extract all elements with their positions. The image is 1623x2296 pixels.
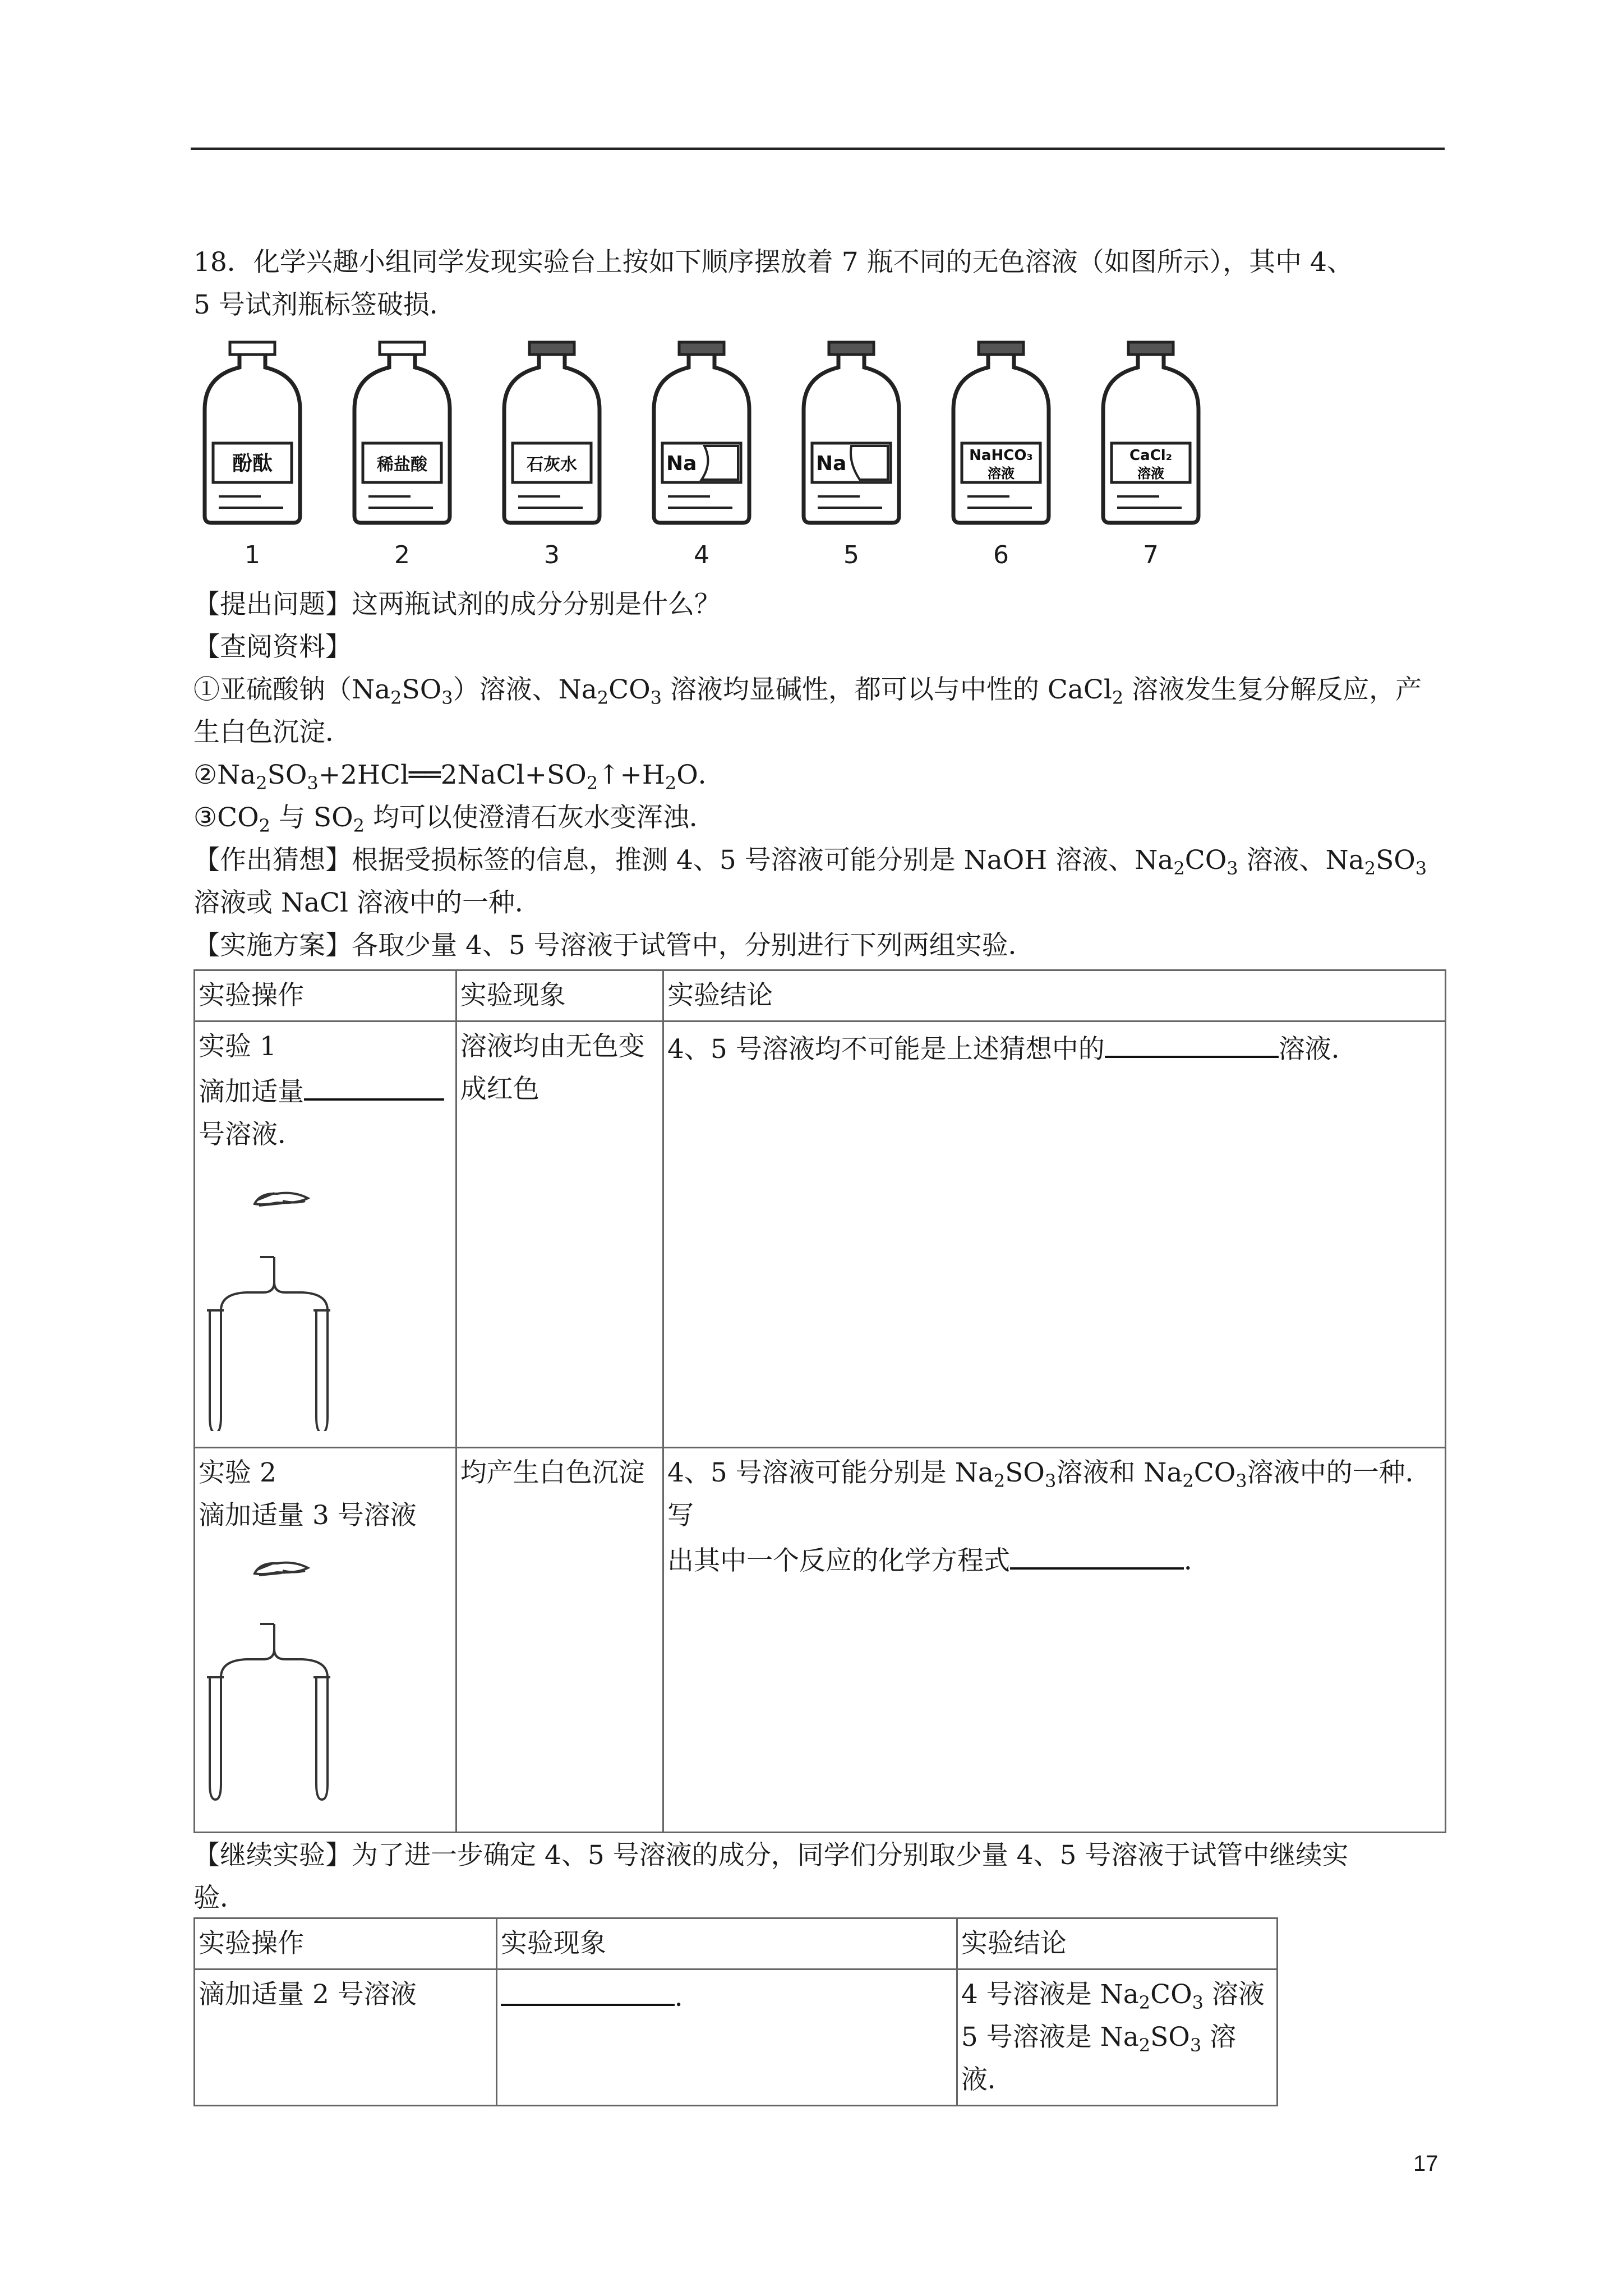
research-heading: 【查阅资料】 [193,632,352,662]
bottle-3 [499,337,605,569]
research-item-1: ①亚硫酸钠$(Na_2SO_3)$溶液、$Na_2CO_3$ 溶液均显碱性，都可以与中性的 CaCl$_2$ 溶液发生复分解反应，产 [193,674,1422,708]
answer-blank-4[interactable] [501,1973,675,2006]
table-header-row [195,970,1446,1022]
header-operation: 实验操作 [195,970,457,1022]
bottle-icon [648,337,755,527]
bottle-label: NaHCO₃ [969,447,1033,464]
bottle-label: 石灰水 [527,455,577,475]
table-row [195,1970,1278,2106]
bottle-icon [199,337,306,527]
answer-blank-1[interactable] [304,1068,444,1101]
continue-line-1: 【继续实验】为了进一步确定 4、5 号溶液的成分，同学们分别取少量 4、5 号溶液于试管中继续实 [193,1840,1349,1871]
research-item-3: $③CO_2$ 与 $SO_2$ 均可以使澄清石灰水变浑浊． [193,802,716,836]
bottle-4 [648,337,755,569]
bottle-label-sub: 溶液 [988,466,1015,481]
bottle-number: 4 [694,541,709,569]
continue-line-2: 验． [193,1883,246,1913]
bottle-number: 1 [245,541,260,569]
row2-conclusion: 4、5 号溶液可能分别是 $Na_2SO_3$溶液和 $Na_2CO_3$溶液中的一种．写 出其中一个反应的化学方程式 ． [663,1448,1446,1833]
experiment-table-2 [193,1917,1278,2106]
dropper-test-tubes-icon [199,1543,344,1812]
t2-conclusion: 4 号溶液是 $Na_2CO_3$ 溶液 5 号溶液是 $Na_2SO_3$ 溶液． [957,1970,1277,2106]
table-header-row [195,1918,1278,1970]
answer-blank-3[interactable] [1010,1537,1184,1570]
answer-blank-2[interactable] [1105,1025,1279,1058]
bottle-5 [798,337,905,569]
bottle-1 [199,337,306,569]
bottle-label-sub: 溶液 [1137,466,1164,481]
bottle-number: 7 [1143,541,1159,569]
question-line-1: 18．化学兴趣小组同学发现实验台上按如下顺序摆放着 7 瓶不同的无色溶液（如图所示），其中 4、 [193,247,1353,278]
bottle-6 [948,337,1054,569]
bottle-label: Na [666,452,697,475]
header-conclusion: 实验结论 [957,1918,1277,1970]
plan-line: 【实施方案】各取少量 4、5 号溶液于试管中，分别进行下列两组实验． [193,930,1035,961]
header-phenomenon: 实验现象 [456,970,663,1022]
dropper-test-tubes-icon [199,1162,344,1431]
table-row [195,1448,1446,1833]
bottle-icon [948,337,1054,527]
bottle-2 [349,337,455,569]
header-rule [191,148,1445,150]
row1-conclusion: 4、5 号溶液均不可能是上述猜想中的 溶液． [663,1022,1446,1448]
bottle-label: 稀盐酸 [377,455,427,475]
row2-phenomenon: 均产生白色沉淀 [456,1448,663,1833]
header-operation: 实验操作 [195,1918,497,1970]
bottle-label: CaCl₂ [1129,447,1173,464]
row2-operation: 实验 2 滴加适量 3 号溶液 [195,1448,457,1833]
bottle-7 [1098,337,1204,569]
question-line-2: 5 号试剂瓶标签破损． [193,289,456,320]
research-section [193,583,1438,967]
table-row [195,1022,1446,1448]
experiment-table-1 [193,969,1446,1833]
bottle-label: 酚酞 [232,452,273,475]
bottle-number: 5 [843,541,859,569]
reagent-bottles-figure [191,337,1267,572]
guess-line: 【作出猜想】根据受损标签的信息，推测 4、5 号溶液可能分别是 NaOH 溶液、$Na_2CO_3$ 溶液、$Na_2SO_3$ [193,845,1427,879]
t2-phenomenon: ． [496,1970,957,2106]
row1-operation: 实验 1 滴加适量 号溶液． [195,1022,457,1448]
bottle-number: 6 [993,541,1009,569]
problem-line: 【提出问题】这两瓶试剂的成分分别是什么？ [193,589,721,620]
guess-line-2: 溶液或 NaCl 溶液中的一种． [193,887,542,918]
bottle-label: Na [816,452,847,475]
continue-section [193,1834,1438,1920]
research-item-2: $②Na_2SO_3+2HCl══2NaCl+SO_2↑+H_2O$． [193,760,725,794]
header-phenomenon: 实验现象 [496,1918,957,1970]
bottle-icon [349,337,455,527]
page-number: 17 [1413,2151,1438,2176]
bottle-number: 2 [394,541,410,569]
t2-operation: 滴加适量 2 号溶液 [195,1970,497,2106]
bottle-icon [1098,337,1204,527]
bottle-number: 3 [544,541,560,569]
research-item-1-cont: 生白色沉淀． [193,717,352,748]
header-conclusion: 实验结论 [663,970,1446,1022]
row1-phenomenon: 溶液均由无色变成红色 [456,1022,663,1448]
bottle-icon [798,337,905,527]
bottle-icon [499,337,605,527]
